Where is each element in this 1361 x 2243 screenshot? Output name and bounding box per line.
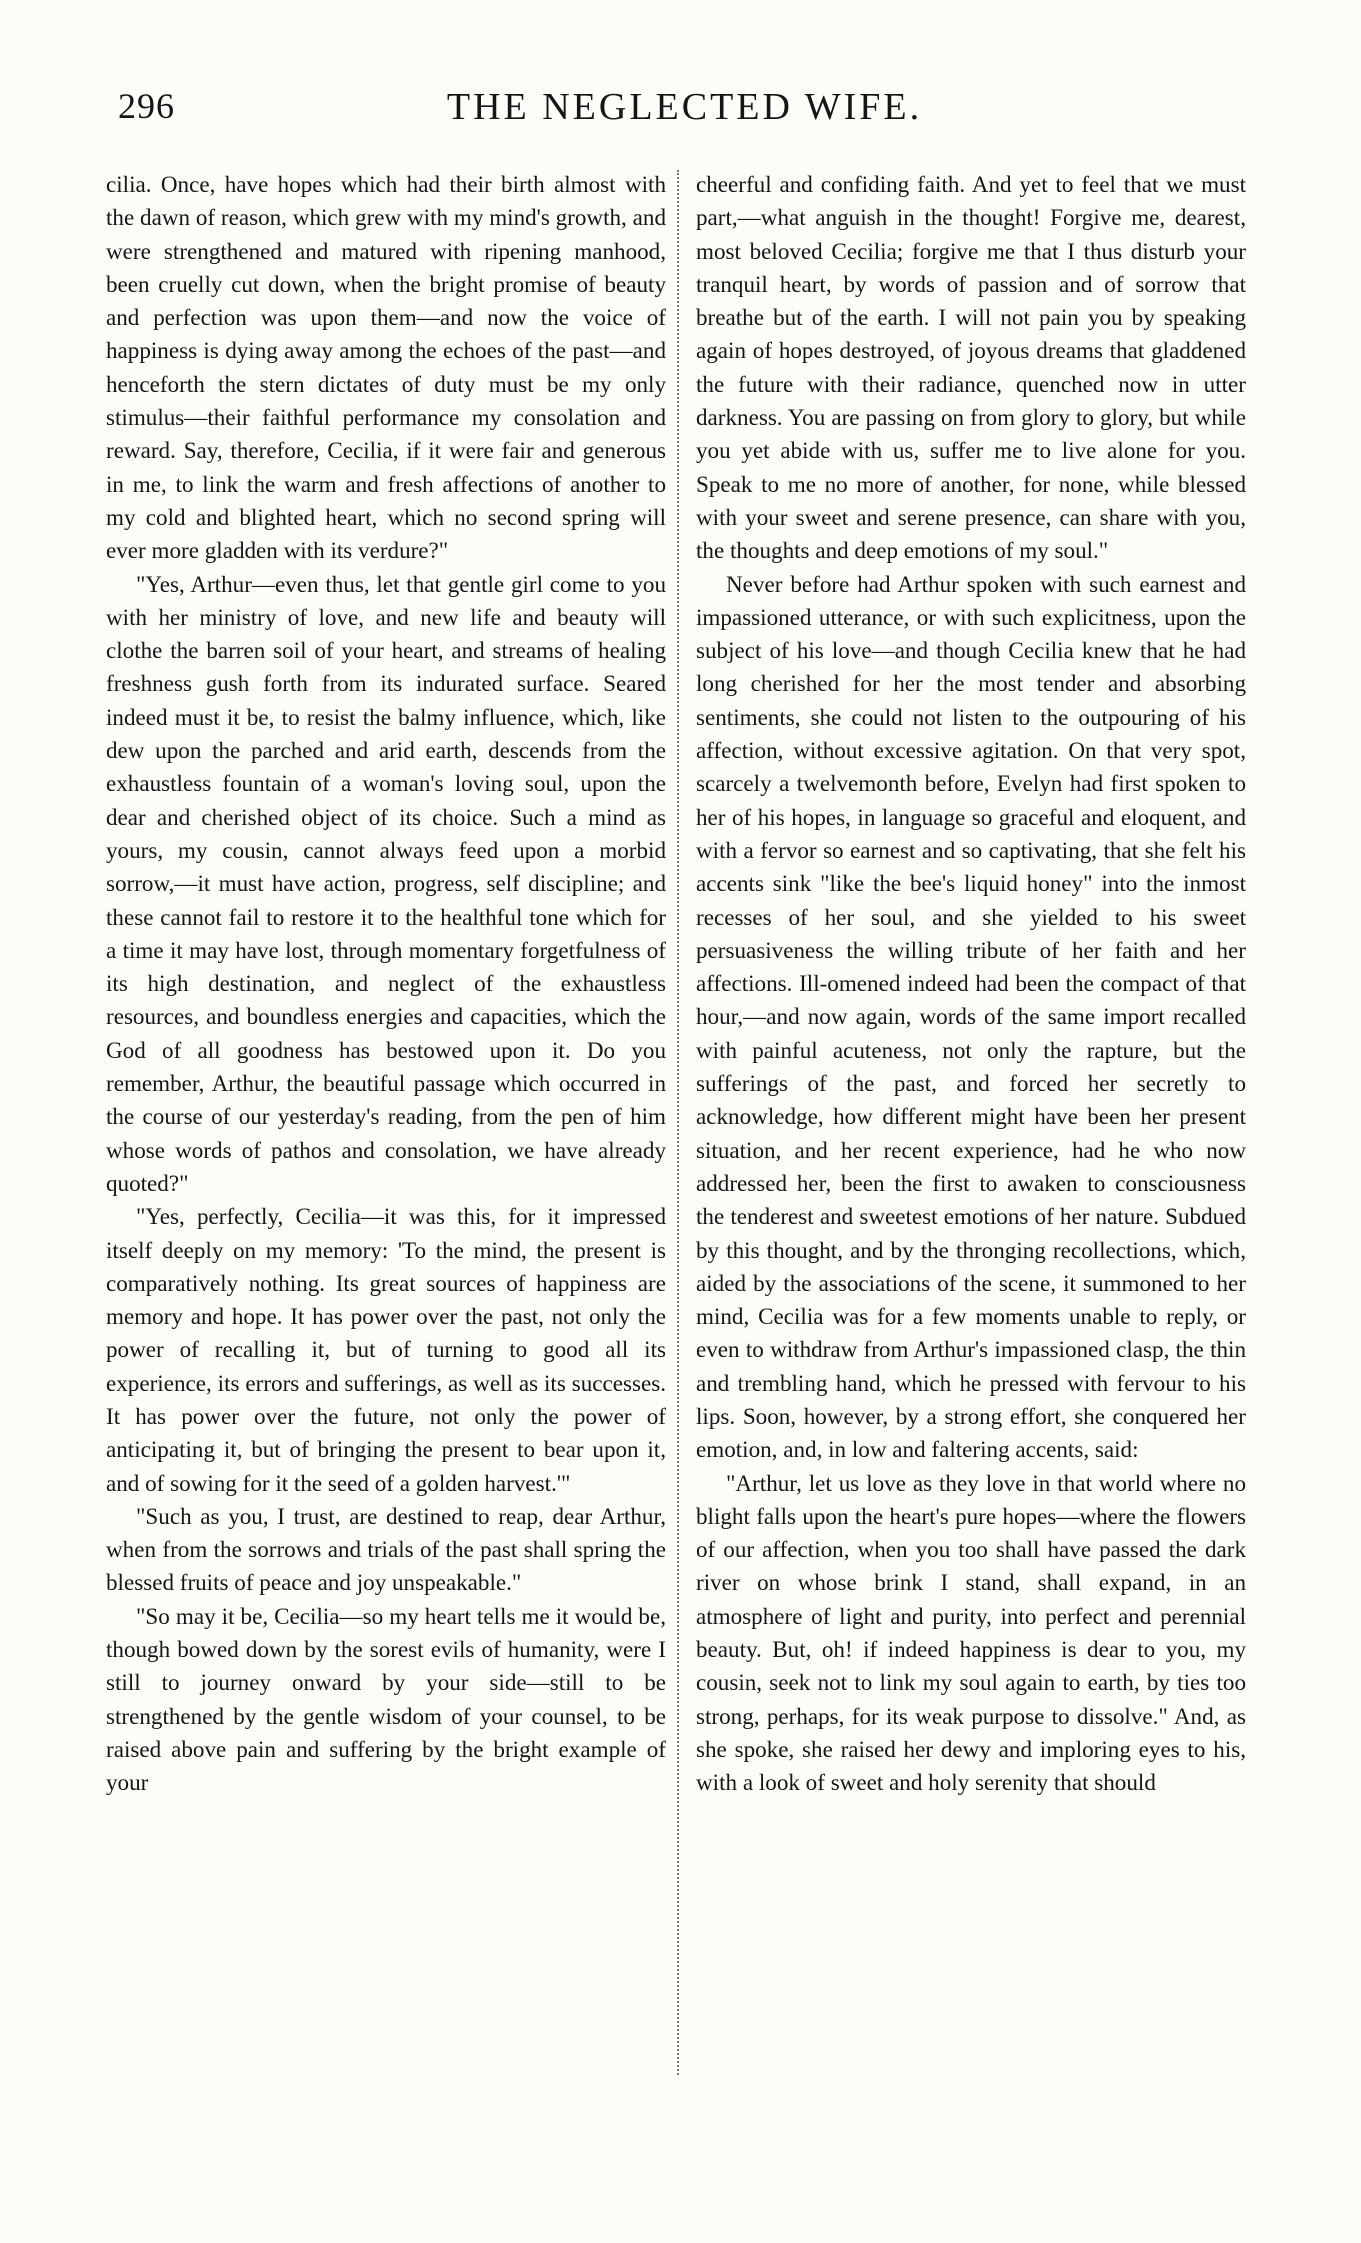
page-number: 296 <box>118 86 175 126</box>
right-column <box>696 168 1246 1800</box>
paragraph: "Yes, Arthur—even thus, let that gentle girl come to you with her ministry of love, and new life and beauty will clothe the barren soil of your heart, and streams of healing freshness gush forth from its indurated surface. Seared indeed must it be, to resist the balmy influence, which, like dew upon the parched and arid earth, descends from the exhaustless fountain of a woman's loving soul, upon the dear and cherished object of its choice. Such a mind as yours, my cousin, cannot always feed upon a morbid sorrow,—it must have action, progress, self discipline; and these cannot fail to restore it to the healthful tone which for a time it may have lost, through momentary forgetfulness of its high destination, and neglect of the exhaustless resources, and boundless energies and capacities, which the God of all goodness has bestowed upon it. Do you remember, Arthur, the beautiful passage which occurred in the course of our yesterday's reading, from the pen of him whose words of pathos and consolation, we have already quoted?" <box>106 570 666 1196</box>
paragraph: cilia. Once, have hopes which had their birth almost with the dawn of reason, which grew with my mind's growth, and were strengthened and matured with ripening manhood, been cruelly cut down, when the bright promise of beauty and perfection was upon them—and now the voice of happiness is dying away among the echoes of the past—and henceforth the stern dictates of duty must be my only stimulus—their faithful performance my consolation and reward. Say, therefore, Cecilia, if it were fair and generous in me, to link the warm and fresh affections of another to my cold and blighted heart, which no second spring will ever more gladden with its verdure?" <box>106 171 666 564</box>
paragraph: "Yes, perfectly, Cecilia—it was this, for it impressed itself deeply on my memory: 'To the mind, the present is comparatively nothing. Its great sources of happiness are memory and hope. It has power over the past, not only the power of recalling it, but of turning to good all its experience, its errors and sufferings, as well as its successes. It has power over the future, not only the power of anticipating it, but of bringing the present to bear upon it, and of sowing for it the seed of a golden harvest.'" <box>106 1203 666 1496</box>
paragraph: "Arthur, let us love as they love in that world where no blight falls upon the heart's pure hopes—where the flowers of our affection, when you too shall have passed the dark river on whose brink I stand, shall expand, in an atmosphere of light and purity, into perfect and perennial beauty. But, oh! if indeed happiness is dear to you, my cousin, seek not to link my soul again to earth, by ties too strong, perhaps, for its weak purpose to dissolve." And, as she spoke, she raised her dewy and imploring eyes to his, with a look of sweet and holy serenity that should <box>696 1469 1246 1796</box>
paragraph: "Such as you, I trust, are destined to reap, dear Arthur, when from the sorrows and trials of the past shall spring the blessed fruits of peace and joy unspeakable." <box>106 1502 666 1596</box>
paragraph: "So may it be, Cecilia—so my heart tells me it would be, though bowed down by the sorest evils of humanity, were I still to journey onward by your side—still to be strengthened by the gentle wisdom of your counsel, to be raised above pain and suffering by the bright example of your <box>106 1602 666 1796</box>
paragraph: Never before had Arthur spoken with such earnest and impassioned utterance, or with such explicitness, upon the subject of his love—and though Cecilia knew that he had long cherished for her the most tender and absorbing sentiments, she could not listen to the outpouring of his affection, without excessive agitation. On that very spot, scarcely a twelvemonth before, Evelyn had first spoken to her of his hopes, in language so graceful and eloquent, and with a fervor so earnest and so captivating, that she felt his accents sink "like the bee's liquid honey" into the inmost recesses of her soul, and she yielded to his sweet persuasiveness the willing tribute of her faith and her affections. Ill-omened indeed had been the compact of that hour,—and now again, words of the same import recalled with painful acuteness, not only the rapture, but the sufferings of the past, and forced her secretly to acknowledge, how different might have been her present situation, and her recent experience, had he who now addressed her, been the first to awaken to consciousness the tenderest and sweetest emotions of her nature. Subdued by this thought, and by the thronging recollections, which, aided by the associations of the scene, it summoned to her mind, Cecilia was for a few moments unable to reply, or even to withdraw from Arthur's impassioned clasp, the thin and trembling hand, which he pressed with fervour to his lips. Soon, however, by a strong effort, she conquered her emotion, and, in low and faltering accents, said: <box>696 570 1246 1463</box>
page-header <box>118 85 1251 135</box>
paragraph: cheerful and confiding faith. And yet to feel that we must part,—what anguish in the thought! Forgive me, dearest, most beloved Cecilia; forgive me that I thus disturb your tranquil heart, by words of passion and of sorrow that breathe but of the earth. I will not pain you by speaking again of hopes destroyed, of joyous dreams that gladdened the future with their radiance, quenched now in utter darkness. You are passing on from glory to glory, but while you yet abide with us, suffer me to live alone for you. Speak to me no more of another, for none, while blessed with your sweet and serene presence, can share with you, the thoughts and deep emotions of my soul." <box>696 171 1246 564</box>
left-column <box>106 168 666 1800</box>
column-divider <box>677 170 679 2075</box>
running-title: THE NEGLECTED WIFE. <box>446 86 923 128</box>
